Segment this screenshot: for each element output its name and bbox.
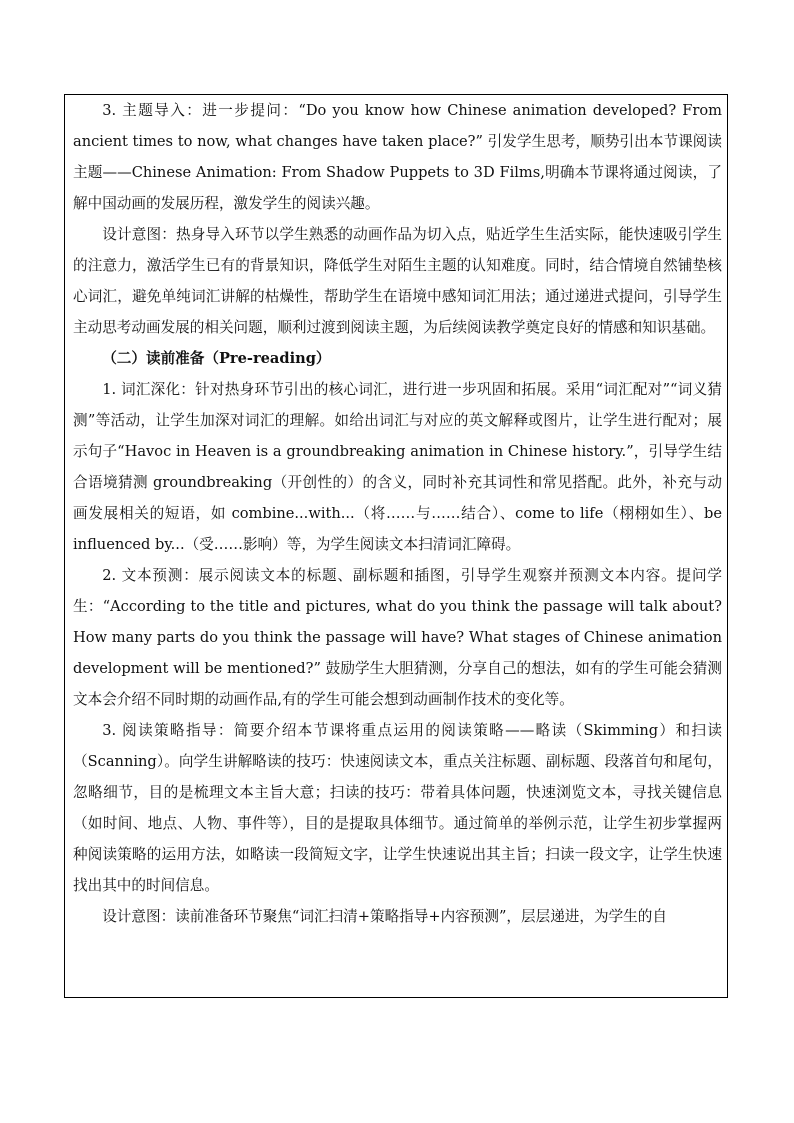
section-heading-pre-reading: （二）读前准备（Pre-reading） (102, 350, 331, 367)
lesson-plan-text (73, 95, 722, 932)
paragraph-strategy-guide: 3. 阅读策略指导：简要介绍本节课将重点运用的阅读策略——略读（Skimming）和扫读（Scanning）。向学生讲解略读的技巧：快速阅读文本，重点关注标题、副标题、段落首句和尾句，忽略细节，目的是梳理文本主旨大意；扫读的技巧：带着具体问题，快速浏览文本，寻找关键信息（如时间、地点、人物、事件等），目的是提取具体细节。通过简单的举例示范，让学生初步掌握两种阅读策略的运用方法，如略读一段简短文字，让学生快速说出其主旨；扫读一段文字，让学生快速找出其中的时间信息。 (73, 722, 722, 894)
paragraph-text-predict: 2. 文本预测：展示阅读文本的标题、副标题和插图，引导学生观察并预测文本内容。提问学生：“According to the title and pictures, what do you think the passage will talk about? How many parts do you think the passage will have? What stages of Chinese animation development will be mentioned?” 鼓励学生大胆猜测，分享自己的想法，如有的学生可能会猜测文本会介绍不同时期的动画作品,有的学生可能会想到动画制作技术的变化等。 (73, 567, 722, 708)
paragraph-design-intent: 设计意图：热身导入环节以学生熟悉的动画作品为切入点，贴近学生生活实际，能快速吸引学生的注意力，激活学生已有的背景知识，降低学生对陌生主题的认知难度。同时，结合情境自然铺垫核心词汇，避免单纯词汇讲解的枯燥性，帮助学生在语境中感知词汇用法；通过递进式提问，引导学生主动思考动画发展的相关问题，顺利过渡到阅读主题，为后续阅读教学奠定良好的情感和知识基础。 (73, 226, 722, 336)
paragraph-vocab-deepen: 1. 词汇深化：针对热身环节引出的核心词汇，进行进一步巩固和拓展。采用“词汇配对”“词义猜测”等活动，让学生加深对词汇的理解。如给出词汇与对应的英文解释或图片，让学生进行配对；展示句子“Havoc in Heaven is a groundbreaking animation in Chinese history.”，引导学生结合语境猜测 groundbreaking（开创性的）的含义，同时补充其词性和常见搭配。此外，补充与动画发展相关的短语，如 combine...with...（将……与……结合）、come to life（栩栩如生）、be influenced by...（受……影响）等，为学生阅读文本扫清词汇障碍。 (73, 381, 722, 553)
lesson-plan-table-cell (64, 94, 728, 998)
paragraph-design-intent-2: 设计意图：读前准备环节聚焦“词汇扫清+策略指导+内容预测”，层层递进，为学生的自 (102, 908, 667, 925)
paragraph-topic-intro: 3. 主题导入：进一步提问：“Do you know how Chinese animation developed? From ancient times to now, what changes have taken place?” 引发学生思考，顺势引出本节课阅读主题——Chinese Animation: From Shadow Puppets to 3D Films,明确本节课将通过阅读，了解中国动画的发展历程，激发学生的阅读兴趣。 (73, 102, 722, 212)
